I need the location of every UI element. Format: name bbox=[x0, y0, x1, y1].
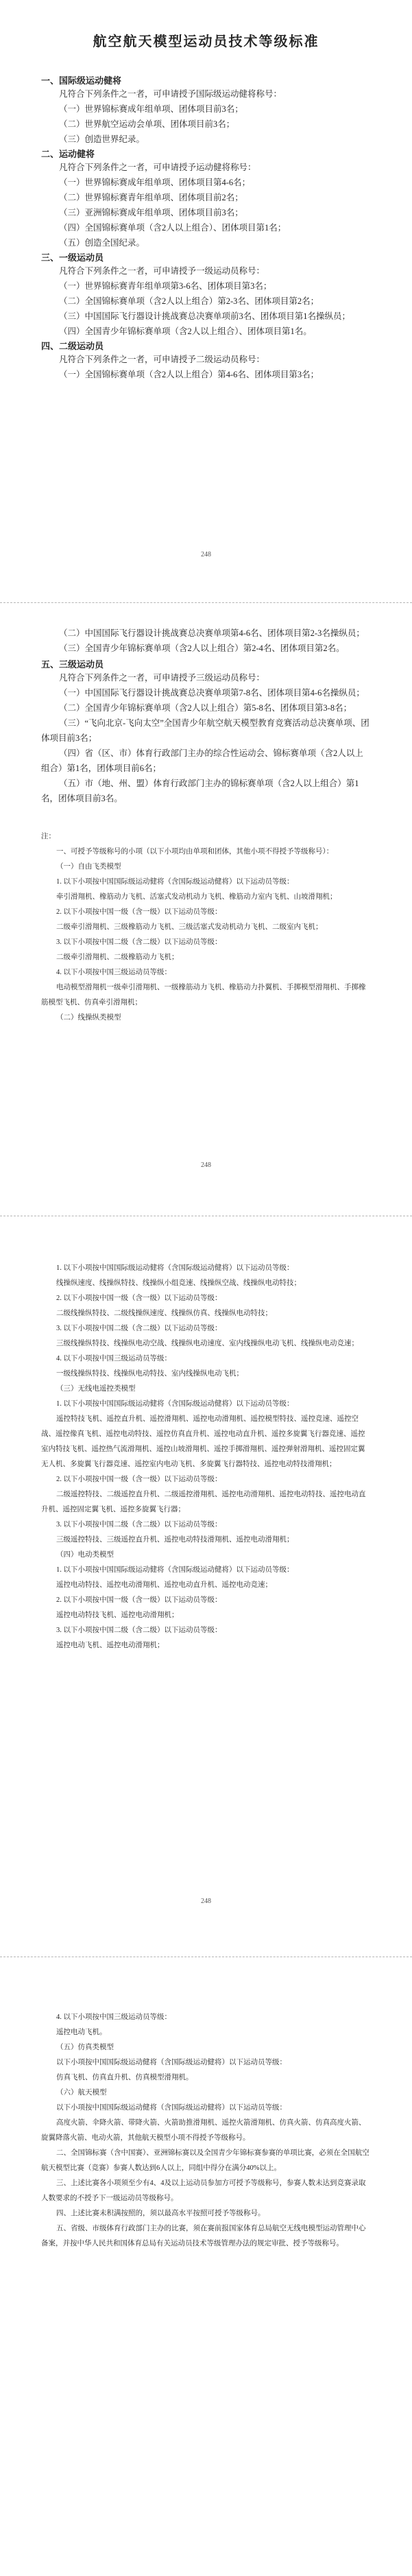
p1-line: （二）世界航空运动会单项、团体项目前3名； bbox=[59, 119, 235, 129]
p1-line: （三）中国国际飞行器设计挑战赛总决赛单项前3名、团体项目第1名操纵员； bbox=[59, 311, 351, 321]
p1-line: 凡符合下列条件之一者，可申请授予一级运动员称号： bbox=[59, 266, 265, 276]
note-line: 二级牵引滑翔机、三级橡筋动力飞机、三级活塞式发动机动力飞机、二级室内飞机； bbox=[56, 923, 323, 931]
p4-line: 四、上述比赛未积满按照的，须以最高水平按照可授予等级称号。 bbox=[56, 2210, 265, 2217]
p4-line: 二、全国锦标赛（含中国赛）、亚洲锦标赛以及全国青少年锦标赛参赛的单项比赛，必须在全国航空航天模型比赛（竞赛）参赛人数达到6人以上，同组中得分在满分40%以上。 bbox=[41, 2149, 369, 2172]
page-4 bbox=[0, 2010, 412, 2252]
p3-line: 1. 以下小项按中国国际级运动健将（含国际级运动健将）以下运动员等级： bbox=[56, 1400, 294, 1408]
p3-line: 二级线操纵特技、二级线操纵速度、线操纵仿真、线操纵电动特技； bbox=[56, 1310, 272, 1317]
p1-line: 凡符合下列条件之一者，可申请授予国际级运动健将称号： bbox=[59, 89, 282, 99]
p4-line: 4. 以下小项按中国三级运动员等级： bbox=[56, 2013, 171, 2021]
p2-line: （二）中国国际飞行器设计挑战赛总决赛单项第4-6名、团体项目第2-3名操纵员； bbox=[59, 628, 365, 638]
p3-line: 遥控电动特技、遥控电动滑翔机、遥控电动直升机、遥控电动竞速； bbox=[56, 1581, 272, 1589]
p2-line: （五）市（地、州、盟）体育行政部门主办的锦标赛单项（含2人以上组合）第1名，团体项目前3名。 bbox=[41, 779, 359, 803]
p2-line: （三）全国青少年锦标赛单项（含2人以上组合）第2-4名、团体项目第2名。 bbox=[59, 643, 345, 653]
p2-line: （三）“飞向北京-飞向太空”全国青少年航空航天模型教育竞赛活动总决赛单项、团体项目前3名； bbox=[41, 718, 369, 743]
p2-line: （二）全国青少年锦标赛单项（含2人以上组合）第5-8名、团体项目第3-8名； bbox=[59, 703, 352, 713]
p1-line: （三）创造世界纪录。 bbox=[59, 134, 145, 144]
note-line: 牵引滑翔机、橡筋动力飞机、活塞式发动机动力飞机、橡筋动力室内飞机、山坡滑翔机； bbox=[56, 893, 337, 901]
p3-line: 2. 以下小项按中国一级（含一级）以下运动员等级： bbox=[56, 1295, 222, 1302]
p1-line: （二）世界锦标赛青年组单项、团体项目前2名； bbox=[59, 193, 243, 202]
note-line: 2. 以下小项按中国一级（含一级）以下运动员等级： bbox=[56, 908, 222, 916]
p4-line: 以下小项按中国国际级运动健将（含国际级运动健将）以下运动员等级： bbox=[56, 2104, 287, 2112]
p3-line: 1. 以下小项按中国国际级运动健将（含国际级运动健将）以下运动员等级： bbox=[56, 1264, 294, 1272]
p1-line: （三）亚洲锦标赛成年组单项、团体项目前3名； bbox=[59, 208, 243, 217]
p3-line: 遥控特技飞机、遥控直升机、遥控滑翔机、遥控电动滑翔机、遥控模型特技、遥控竞速、遥控空战、遥控像真飞机、遥控电动特技、遥控仿真直升机、遥控电动直升机、遥控多旋翼飞行器竞速、遥控室内特技飞机、遥控热气流滑翔机、遥控山坡滑翔机、遥控手掷滑翔机、遥控弹射滑翔机、遥控固定翼无人机、多旋翼飞行器竞速、遥控室内电动飞机、多旋翼飞行器特技、遥控电动特技滑翔机； bbox=[41, 1415, 365, 1468]
page-3 bbox=[0, 1261, 412, 1653]
p1-line: 凡符合下列条件之一者，可申请授予二级运动员称号： bbox=[59, 355, 265, 364]
p1-line: （二）全国锦标赛单项（含2人以上组合）第2-3名、团体项目第2名； bbox=[59, 296, 319, 306]
p3-line: 三级线操纵特技、线操纵电动空战、线操纵电动速度、室内线操纵电动飞机、线操纵电动竞速； bbox=[56, 1340, 359, 1347]
p1-line: 凡符合下列条件之一者，可申请授予运动健将称号： bbox=[59, 163, 256, 172]
p1-line: （一）世界锦标赛成年组单项、团体项目前3名； bbox=[59, 104, 243, 114]
p2-notes bbox=[41, 829, 371, 1026]
page-number: 248 bbox=[201, 551, 211, 558]
p3-line: （三）无线电遥控类模型 bbox=[56, 1385, 136, 1393]
p3-line: 二级遥控特技、二级遥控直升机、二级遥控滑翔机、遥控电动滑翔机、遥控电动特技、遥控电动直升机、遥控固定翼飞机、遥控多旋翼飞行器； bbox=[41, 1491, 366, 1513]
p1-line: 一、国际级运动健将 bbox=[41, 75, 122, 86]
p3-line: 3. 以下小项按中国二级（含二级）以下运动员等级： bbox=[56, 1521, 222, 1528]
note-line: 电动模型滑翔机一级牵引滑翔机、一级橡筋动力飞机、橡筋动力扑翼机、手掷模型滑翔机、手掷橡筋模型飞机、仿真牵引滑翔机； bbox=[41, 984, 366, 1006]
page-number: 248 bbox=[201, 1161, 211, 1169]
p2-line: （四）省（区、市）体育行政部门主办的综合性运动会、锦标赛单项（含2人以上组合）第1名，团体项目前6名； bbox=[41, 748, 363, 773]
p3-line: 4. 以下小项按中国三级运动员等级： bbox=[56, 1355, 171, 1362]
p2-line: （一）中国国际飞行器设计挑战赛总决赛单项第7-8名、团体项目第4-6名操纵员； bbox=[59, 688, 365, 698]
p3-line: 遥控电动飞机、遥控电动滑翔机； bbox=[56, 1642, 165, 1649]
p3-line: 一级线操纵特技、线操纵电动特技、室内线操纵电动飞机； bbox=[56, 1370, 243, 1378]
p4-line: 五、省级、市级体育行政部门主办的比赛，须在赛前报国家体育总局航空无线电模型运动管理中心备案，并按中华人民共和国体育总局有关运动员技术等级管理办法的规定审批、授予等级称号。 bbox=[41, 2225, 366, 2247]
page-separator bbox=[0, 602, 412, 603]
note-line: 一、可授予等级称号的小项（以下小项均由单项和团体，其他小项不得授予等级称号）： bbox=[56, 848, 334, 855]
note-line: 4. 以下小项按中国三级运动员等级： bbox=[56, 969, 171, 976]
page-1-body bbox=[41, 73, 371, 382]
p4-line: 高度火箭、伞降火箭、带降火箭、火箭助推滑翔机、遥控火箭滑翔机、仿真火箭、仿真高度火箭、旋翼降落火箭、电动火箭，其他航天模型小项不得授予等级称号。 bbox=[41, 2119, 366, 2142]
p4-line: 三、上述比赛各小项须至少有4、4及以上运动员参加方可授予等级称号，参赛人数未达到竞赛录取人数要求的不授予下一级运动员等级称号。 bbox=[41, 2179, 366, 2202]
p4-line: （六）航天模型 bbox=[56, 2089, 107, 2096]
p1-line: 二、运动健将 bbox=[41, 149, 95, 159]
p2-line: 凡符合下列条件之一者，可申请授予三级运动员称号： bbox=[59, 673, 265, 683]
p4-line: 遥控电动飞机。 bbox=[56, 2029, 107, 2036]
p1-line: （四）全国青少年锦标赛单项（含2人以上组合）、团体项目第1名。 bbox=[59, 327, 312, 336]
p3-line: 3. 以下小项按中国二级（含二级）以下运动员等级： bbox=[56, 1627, 222, 1634]
p1-line: （四）全国锦标赛单项（含2人以上组合）、团体项目第1名； bbox=[59, 223, 287, 233]
p1-line: （一）世界锦标赛成年组单项、团体项目第4-6名； bbox=[59, 178, 251, 187]
page-number: 248 bbox=[201, 1898, 211, 1905]
p4-line: （五）仿真类模型 bbox=[56, 2044, 114, 2051]
p1-line: （一）世界锦标赛青年组单项第3-6名、团体项目第3名； bbox=[59, 281, 272, 291]
p3-line: 三级遥控特技、三级遥控直升机、遥控电动特技滑翔机、遥控电动滑翔机； bbox=[56, 1536, 294, 1544]
p2-line: 五、三级运动员 bbox=[41, 659, 104, 670]
note-line: 注： bbox=[41, 833, 56, 840]
p3-line: 2. 以下小项按中国一级（含一级）以下运动员等级： bbox=[56, 1596, 222, 1604]
p3-line: （四）电动类模型 bbox=[56, 1551, 114, 1559]
note-line: 3. 以下小项按中国二级（含二级）以下运动员等级： bbox=[56, 938, 222, 946]
note-line: （一）自由飞类模型 bbox=[56, 863, 121, 871]
p3-line: 2. 以下小项按中国一级（含一级）以下运动员等级： bbox=[56, 1476, 222, 1483]
p4-line: 以下小项按中国国际级运动健将（含国际级运动健将）以下运动员等级： bbox=[56, 2059, 287, 2066]
p3-line: 1. 以下小项按中国国际级运动健将（含国际级运动健将）以下运动员等级： bbox=[56, 1566, 294, 1574]
note-line: 1. 以下小项按中国国际级运动健将（含国际级运动健将）以下运动员等级： bbox=[56, 878, 294, 886]
doc-title: 航空航天模型运动员技术等级标准 bbox=[93, 34, 319, 49]
p3-line: 遥控电动特技飞机、遥控电动滑翔机； bbox=[56, 1611, 179, 1619]
p1-line: 三、一级运动员 bbox=[41, 252, 104, 263]
page-1 bbox=[0, 0, 412, 382]
note-line: 二级牵引滑翔机、二级橡筋动力飞机； bbox=[56, 954, 179, 961]
page-2 bbox=[0, 626, 412, 1026]
p1-line: 四、二级运动员 bbox=[41, 341, 104, 351]
p3-line: 3. 以下小项按中国二级（含二级）以下运动员等级： bbox=[56, 1325, 222, 1332]
p4-line: 仿真飞机、仿真直升机、仿真模型滑翔机。 bbox=[56, 2074, 193, 2081]
p1-line: （五）创造全国纪录。 bbox=[59, 238, 145, 248]
note-line: （二）线操纵类模型 bbox=[56, 1014, 121, 1021]
p1-line: （一）全国锦标赛单项（含2人以上组合）第4-6名、团体项目第3名； bbox=[59, 370, 319, 379]
p3-line: 线操纵速度、线操纵特技、线操纵小组竞速、线操纵空战、线操纵电动特技； bbox=[56, 1279, 301, 1287]
